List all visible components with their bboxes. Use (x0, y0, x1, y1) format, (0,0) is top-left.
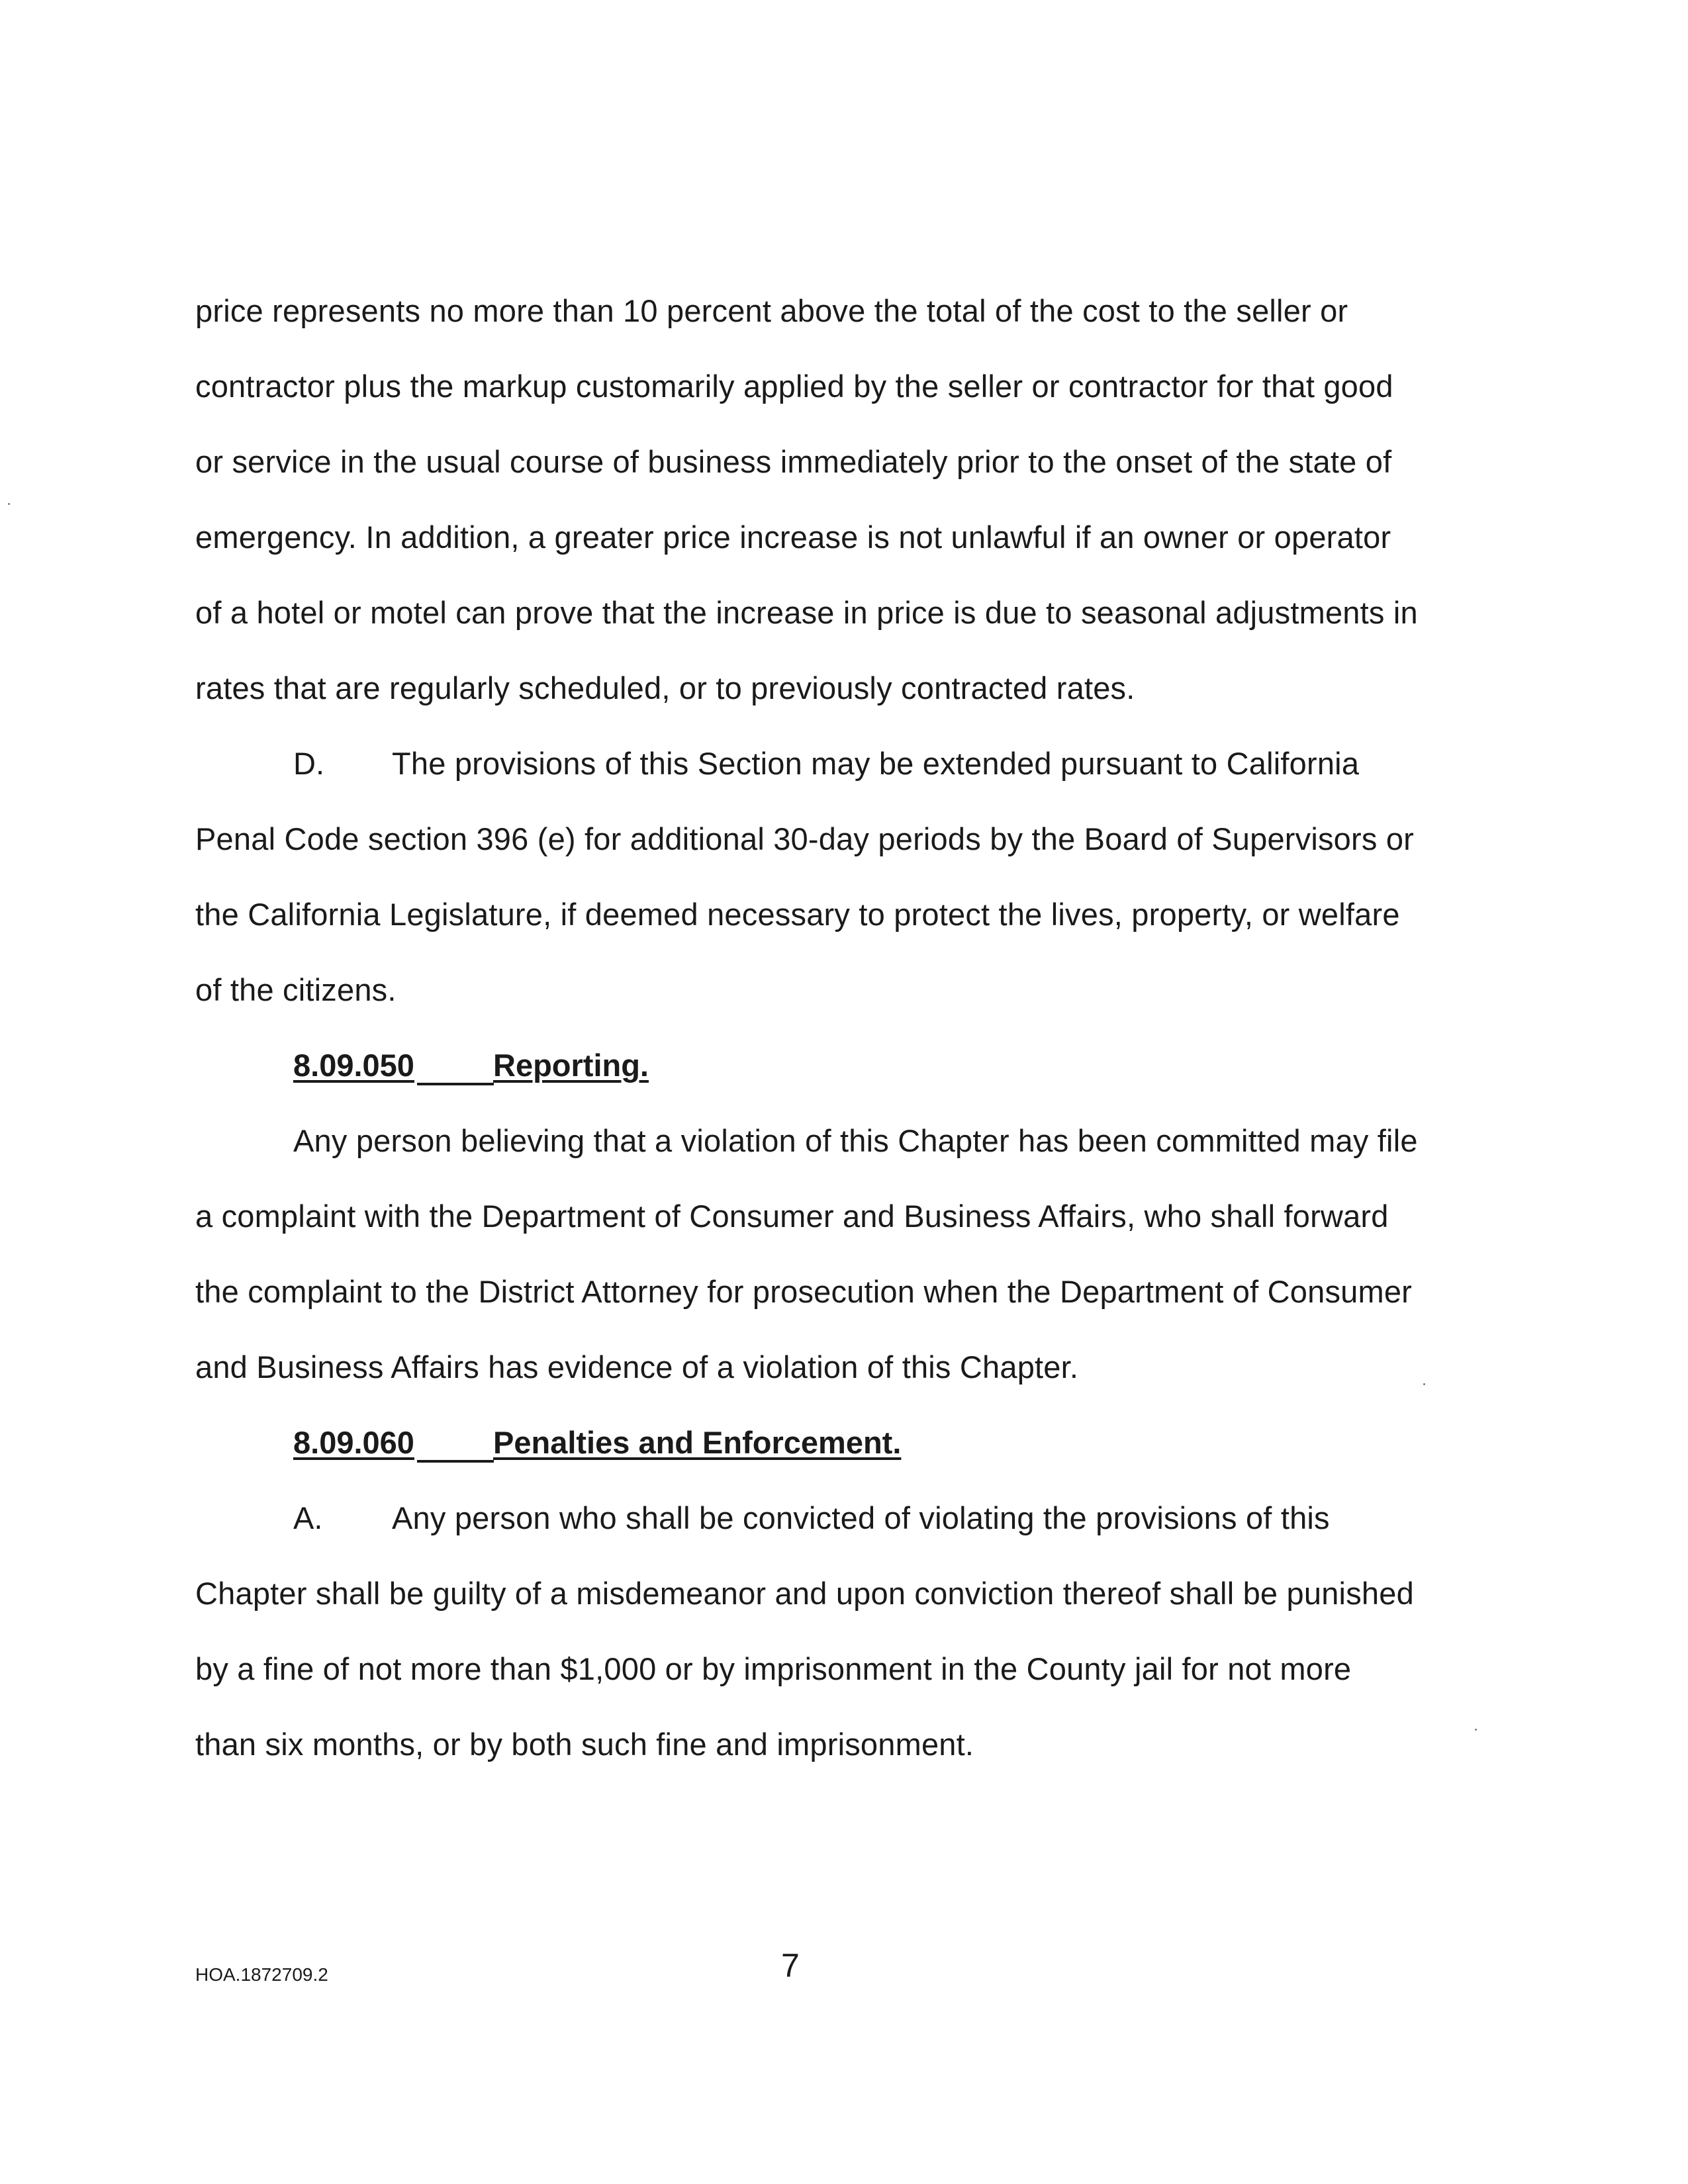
section-060-para-a-label: A. (293, 1500, 323, 1535)
para-d-line-2: Penal Code section 396 (e) for additional 30-day periods by the Board of Supervisors or (195, 821, 1415, 856)
para-c-line-4: emergency. In addition, a greater price increase is not unlawful if an owner or operator (195, 520, 1391, 555)
para-d-label: D. (293, 746, 324, 781)
section-060-para-a-line-1: Any person who shall be convicted of violating the provisions of this (392, 1500, 1330, 1535)
footer-document-id: HOA.1872709.2 (195, 1964, 328, 1985)
section-050-line-1: Any person believing that a violation of this Chapter has been committed may file (293, 1123, 1418, 1158)
section-050-number: 8.09.050 (293, 1048, 414, 1083)
para-c-line-2: contractor plus the markup customarily applied by the seller or contractor for that good (195, 369, 1393, 404)
scan-speck (1475, 1729, 1477, 1731)
section-060-title: Penalties and Enforcement. (493, 1425, 902, 1460)
section-050-line-3: the complaint to the District Attorney for prosecution when the Department of Consumer (195, 1274, 1413, 1309)
page-number: 7 (781, 1947, 800, 1984)
section-050-line-2: a complaint with the Department of Consumer and Business Affairs, who shall forward (195, 1199, 1389, 1234)
section-060-heading-underline (417, 1460, 494, 1463)
section-060-para-a-line-2: Chapter shall be guilty of a misdemeanor and upon conviction thereof shall be punished (195, 1576, 1414, 1611)
section-060-para-a-line-4: than six months, or by both such fine and imprisonment. (195, 1727, 974, 1762)
section-050-heading-underline (417, 1083, 494, 1085)
para-c-line-6: rates that are regularly scheduled, or to previously contracted rates. (195, 670, 1135, 705)
para-c-line-3: or service in the usual course of business immediately prior to the onset of the state of (195, 444, 1392, 479)
para-c-line-1: price represents no more than 10 percent above the total of the cost to the seller or (195, 293, 1348, 328)
para-d-line-4: of the citizens. (195, 972, 397, 1007)
para-d-line-1: The provisions of this Section may be extended pursuant to California (392, 746, 1360, 781)
section-060-para-a-line-3: by a fine of not more than $1,000 or by imprisonment in the County jail for not more (195, 1651, 1352, 1686)
scan-speck (1423, 1383, 1425, 1385)
section-050-line-4: and Business Affairs has evidence of a violation of this Chapter. (195, 1349, 1079, 1385)
section-060-number: 8.09.060 (293, 1425, 414, 1460)
para-d-line-3: the California Legislature, if deemed necessary to protect the lives, property, or welfare (195, 897, 1400, 932)
section-050-title: Reporting. (493, 1048, 649, 1083)
scan-speck (8, 503, 10, 505)
para-c-line-5: of a hotel or motel can prove that the increase in price is due to seasonal adjustments in (195, 595, 1418, 630)
